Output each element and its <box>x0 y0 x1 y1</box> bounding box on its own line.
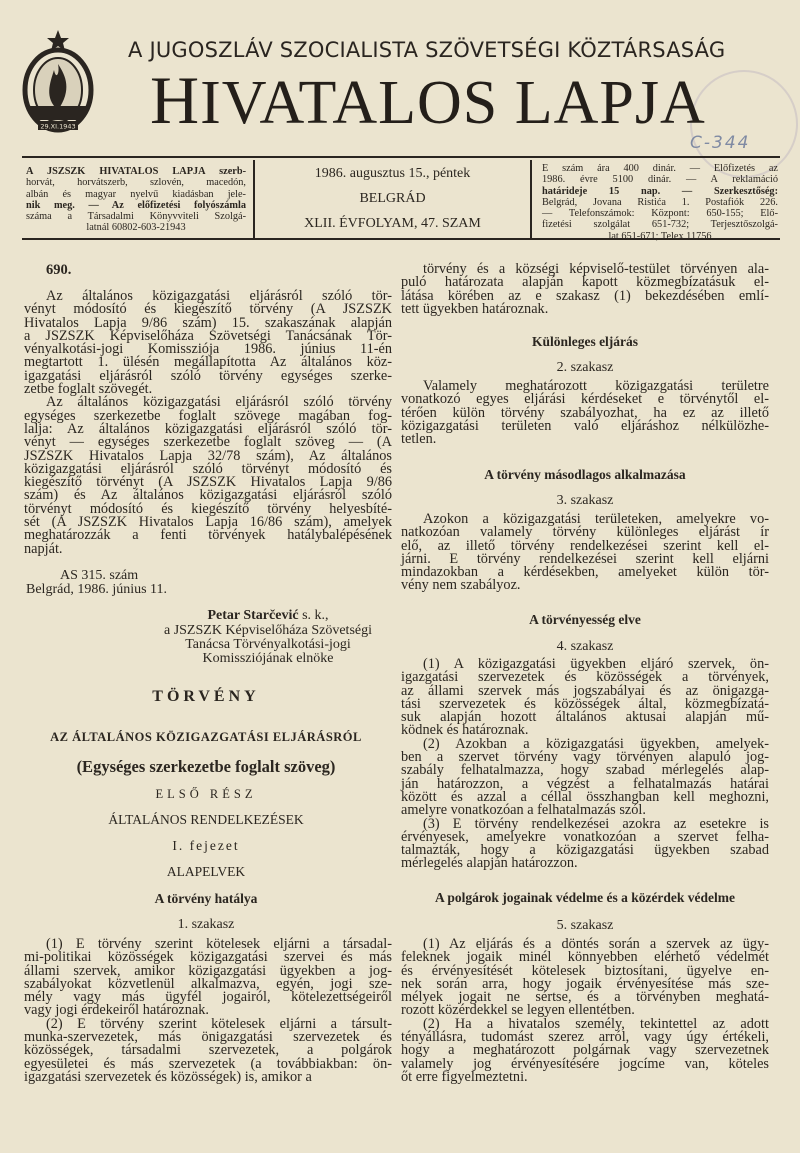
text-line: mély vagy más ügyfél jogairól, kötelezettségeiről <box>24 989 392 1006</box>
text-line: vagy jogi érdekeiről határoznak. <box>24 1002 209 1019</box>
section-label: 2. szakasz <box>556 360 614 375</box>
text-line: közigazgatási eljárásról szóló törvényt módosító és <box>24 460 392 477</box>
text-line: szabályokat közvetlenül alkalmazva, egyén, jogi sze- <box>24 975 392 992</box>
text-line: mélyek jogait ne sértse, és a törvényben meghatá- <box>401 989 769 1006</box>
text-line: vény nem szabályoz. <box>401 577 521 594</box>
info-line: lat 651-671; Telex 11756 <box>608 230 712 242</box>
section-heading: A törvény hatálya <box>154 891 258 906</box>
text-line: Az általános közigazgatási eljárásról szóló törvény <box>46 394 392 411</box>
subscription-info-box <box>542 163 778 242</box>
text-line: JSZSZK Hivatalos Lapja 32/78 szám), Az általános <box>24 447 392 464</box>
text-line: amelyre vonatkozóan a felhatalmazás szól. <box>401 802 646 819</box>
section-4-text <box>401 658 769 871</box>
text-line: járni. E törvény rendelkezései szerint kell eljárni <box>401 550 769 567</box>
law-heading: TÖRVÉNY <box>152 688 260 705</box>
text-line: sét (A JSZSZK Hivatalos Lapja 16/86 szám), amelyek <box>24 514 392 531</box>
issue-info-box <box>255 166 530 241</box>
text-line: látása körében az e szakasz (1) bekezdésében emlí- <box>401 287 769 304</box>
text-line: mindazokban a kérdésekben, amelyeket külön tör- <box>401 564 769 581</box>
text-line: vényalkotási-jogi Komissziója 1986. június 11-én <box>24 341 392 358</box>
info-line: Belgrád, Jovana Ristića 1. Postafiók 226. <box>542 196 778 208</box>
part-title: ÁLTALÁNOS RENDELKEZÉSEK <box>108 812 304 827</box>
text-line: mérlegelés alapján határozzon. <box>401 855 578 872</box>
text-line: puló határozata alapján kapott közmegbízatásuk el- <box>401 274 769 291</box>
signer-title: Tanácsa Törvényalkotási-jogi <box>185 637 351 652</box>
text-line: egyesületei és más szervezetek (a továbbiakban: ön- <box>24 1055 392 1072</box>
text-line: törvényt módosító és kiegészítő törvény helyesbíté- <box>24 500 392 517</box>
text-line: Azokon a közigazgatási területeken, amelyekre vo- <box>423 511 769 527</box>
text-line: igazgatási eljárásról szóló törvény egységes szerke- <box>24 367 392 384</box>
section-label: 4. szakasz <box>556 639 614 654</box>
text-line: rozott közérdekkel se legyen ellentétben. <box>401 1002 635 1019</box>
text-line: (1) A közigazgatási ügyekben eljáró szervek, ön- <box>423 656 769 672</box>
text-line: törvény és a községi képviselő-testület törvényen ala- <box>423 261 769 277</box>
text-line: a JSZSZK Képviselőháza Szövetségi Tanácsának Tör- <box>24 327 392 344</box>
title-rest: IVATALOS LAPJA <box>200 69 706 137</box>
box-divider <box>530 160 532 238</box>
handwritten-note: C-344 <box>690 133 751 153</box>
text-line: natkozóan valamely törvény különleges eljárást ír <box>401 524 769 541</box>
text-line: Az általános közigazgatási eljárásról szóló tör- <box>46 288 392 304</box>
text-line: meghatározzák a fenti törvények hatálybalépésének <box>24 527 392 544</box>
issue-city: BELGRÁD <box>359 191 426 206</box>
info-line: latnál 60802-603-21943 <box>86 222 186 234</box>
text-line: és érvényesítését kötelesek biztosítani, ügyelve en- <box>401 962 769 979</box>
text-line: között és azzal a céllal összhangban kell meghozni, <box>401 788 769 805</box>
text-line: ján határozzon, a végzést a felhatalmazás határai <box>401 775 769 792</box>
info-line: fizetési szolgálat 651-732; Terjesztőszolgá- <box>542 219 778 231</box>
top-rule <box>22 156 780 158</box>
intro-text <box>24 290 392 556</box>
info-line: A JSZSZK HIVATALOS LAPJA szerb- <box>26 166 246 177</box>
text-line: hogy a meghatározott polgárnak vagy szervezetnek <box>401 1042 769 1059</box>
text-line: szám) és Az általános közigazgatási eljárásról szóló <box>24 487 392 504</box>
text-line: az állami szervek más jogszabályai és az önigazga- <box>401 682 769 699</box>
state-emblem <box>22 28 94 138</box>
place-date: Belgrád, 1986. június 11. <box>26 582 168 597</box>
issue-volume: XLII. ÉVFOLYAM, 47. SZAM <box>304 216 481 231</box>
info-line: nik meg. — Az előfizetési folyószámla <box>26 199 246 211</box>
text-line: (2) Ha a hivatalos személy, tekintettel az adott <box>423 1015 769 1032</box>
text-line: nek során arra, hogy jogaik érvényesítése más sze- <box>401 975 769 992</box>
law-title: AZ ÁLTALÁNOS KÖZIGAZGATÁSI ELJÁRÁSRÓL <box>50 730 362 744</box>
text-line: ködnek és határoznak. <box>401 722 529 739</box>
part-heading: ELSŐ RÉSZ <box>155 787 257 801</box>
text-line: suk alapján hozott általános aktusai alapján mű- <box>401 709 769 726</box>
chapter-title: ALAPELVEK <box>166 864 246 879</box>
text-line: tett ügyekben határoznak. <box>401 300 549 317</box>
text-line: (1) E törvény szerint kötelesek eljárni a társadal- <box>46 936 392 952</box>
info-line: albán és magyar nyelvű kiadásban jele- <box>26 188 246 200</box>
text-line: igazgatási szervezetek és közösségek a törvények, <box>401 669 769 686</box>
document-number: 690. <box>46 262 72 278</box>
text-line: érvényesek, amelyekre vonatkozóan a szervet felha- <box>401 828 769 845</box>
reference-number: AS 315. szám <box>60 568 139 583</box>
info-line: 1986. évre 5100 dinár. — A reklamáció <box>542 174 778 186</box>
text-line: ben a szervet törvény vagy törvényen alapuló jog- <box>401 749 769 766</box>
info-line: határideje 15 nap. — Szerkesztőség: <box>542 185 778 197</box>
section-heading: A törvény másodlagos alkalmazása <box>484 467 686 482</box>
library-stamp <box>690 70 798 178</box>
section-3-text <box>401 513 769 593</box>
text-line: őt erre figyelmeztetni. <box>401 1068 528 1085</box>
info-line: — Telefonszámok: Központ: 650-155; Elő- <box>542 208 778 220</box>
signer-title: a JSZSZK Képviselőháza Szövetségi <box>163 623 372 638</box>
section-heading: A törvényesség elve <box>529 612 641 627</box>
text-line: igazgatási szervezetek és közösségek) is, amikor a <box>24 1068 312 1085</box>
section-label: 1. szakasz <box>177 917 235 932</box>
text-line: egységes szerkezetbe foglalt szövege magában fog- <box>24 407 392 424</box>
publication-info-box <box>26 166 246 234</box>
text-line: (1) Az eljárás és a döntés során a szervek az ügy- <box>423 936 769 952</box>
text-line: (2) E törvény szerint kötelesek eljárni a társult- <box>46 1015 392 1032</box>
text-line: állami szervek, amikor közigazgatási ügyekben a jog- <box>24 962 392 979</box>
section-5-text <box>401 938 769 1084</box>
text-line: tetlen. <box>401 431 437 448</box>
text-line: tási szervezetek és közösségek által, közmegbízatá- <box>401 695 769 712</box>
text-line: kiegészítő törvényt (A JSZSZK Hivatalos Lapja 9/86 <box>24 474 392 491</box>
info-line: E szám ára 400 dinár. — Előfizetés az <box>542 163 778 174</box>
text-line: munka-szervezetek, más önigazgatási szervezetek és <box>24 1029 392 1046</box>
section-label: 5. szakasz <box>556 918 614 933</box>
section-label: 3. szakasz <box>556 493 614 508</box>
text-line: vényt módosító és kiegészítő törvény (A JSZSZK <box>24 301 392 318</box>
text-line: Hivatalos Lapja 9/86 szám) 15. szakaszának alapján <box>24 314 392 331</box>
section-1-text <box>24 938 392 1084</box>
text-line: közösségek, társadalmi szervezetek, a polgárok <box>24 1042 392 1059</box>
text-line: Valamely meghatározott közigazgatási területre <box>423 378 769 394</box>
text-line: talmazták, hogy a közigazgatási ügyekben szabad <box>401 842 769 859</box>
text-line: lalja: Az általános közigazgatási eljárásról szóló tör- <box>24 420 392 437</box>
masthead-title <box>150 62 706 138</box>
signature-block <box>140 608 396 666</box>
info-line: horvát, horvátszerb, szlovén, macedón, <box>26 177 246 189</box>
text-line: (3) E törvény rendelkezései azokra az esetekre is <box>423 815 769 832</box>
info-line: száma a Társadalmi Könyvviteli Szolgá- <box>26 211 246 223</box>
issue-date: 1986. augusztus 15., péntek <box>314 166 471 181</box>
chapter-heading: I. fejezet <box>172 838 240 853</box>
text-line: vényt — egységes szerkezetbe foglalt szöveg — (A <box>24 434 392 451</box>
text-line: szabály felhatalmazza, hogy szabad mérlegelés alap- <box>401 762 769 779</box>
text-line: megtartott 1. ülésén megállapította Az általános köz- <box>24 354 392 371</box>
section-heading: Különleges eljárás <box>531 334 639 349</box>
text-line: elő, az illető törvény rendelkezései szerint kell el- <box>401 537 769 554</box>
law-subtitle: (Egységes szerkezetbe foglalt szöveg) <box>76 757 336 776</box>
masthead-subtitle: A JUGOSZLÁV SZOCIALISTA SZÖVETSÉGI KÖZTÁRSASÁG <box>128 38 726 62</box>
text-line: vonatkozó egyes eljárási kérdéseket e törvénytől el- <box>401 391 769 408</box>
signer-title: Komissziójának elnöke <box>202 651 334 666</box>
text-line: napját. <box>24 540 63 557</box>
text-line: feleknek jogaik minél könnyebben elérhető védelmét <box>401 949 769 966</box>
text-line: zetbe foglalt szövegét. <box>24 381 153 398</box>
text-line: közigazgatási területen való eljáráshoz nélkülözhe- <box>401 417 769 434</box>
text-line: tényállásra, tudomást szerez arról, vagy úgy értékeli, <box>401 1029 769 1046</box>
signer-name: Petar Starčević <box>207 608 299 623</box>
section-2-text <box>401 380 769 446</box>
text-line: térően külön törvény szabályozhat, ha ez az illető <box>401 404 769 421</box>
section-heading: A polgárok jogainak védelme és a közérdek védelme <box>434 890 736 905</box>
title-initial: H <box>150 62 201 138</box>
signer-suffix: s. k., <box>298 608 329 623</box>
text-line: (2) Azokban a közigazgatási ügyekben, amelyek- <box>423 735 769 752</box>
text-line: mi-politikai közösségek közigazgatási szervei és más <box>24 949 392 966</box>
svg-text:29.XI.1943: 29.XI.1943 <box>40 122 76 131</box>
continued-text <box>401 263 769 316</box>
text-line: valamely jog érvényesítésére jogcíme van, köteles <box>401 1055 769 1072</box>
